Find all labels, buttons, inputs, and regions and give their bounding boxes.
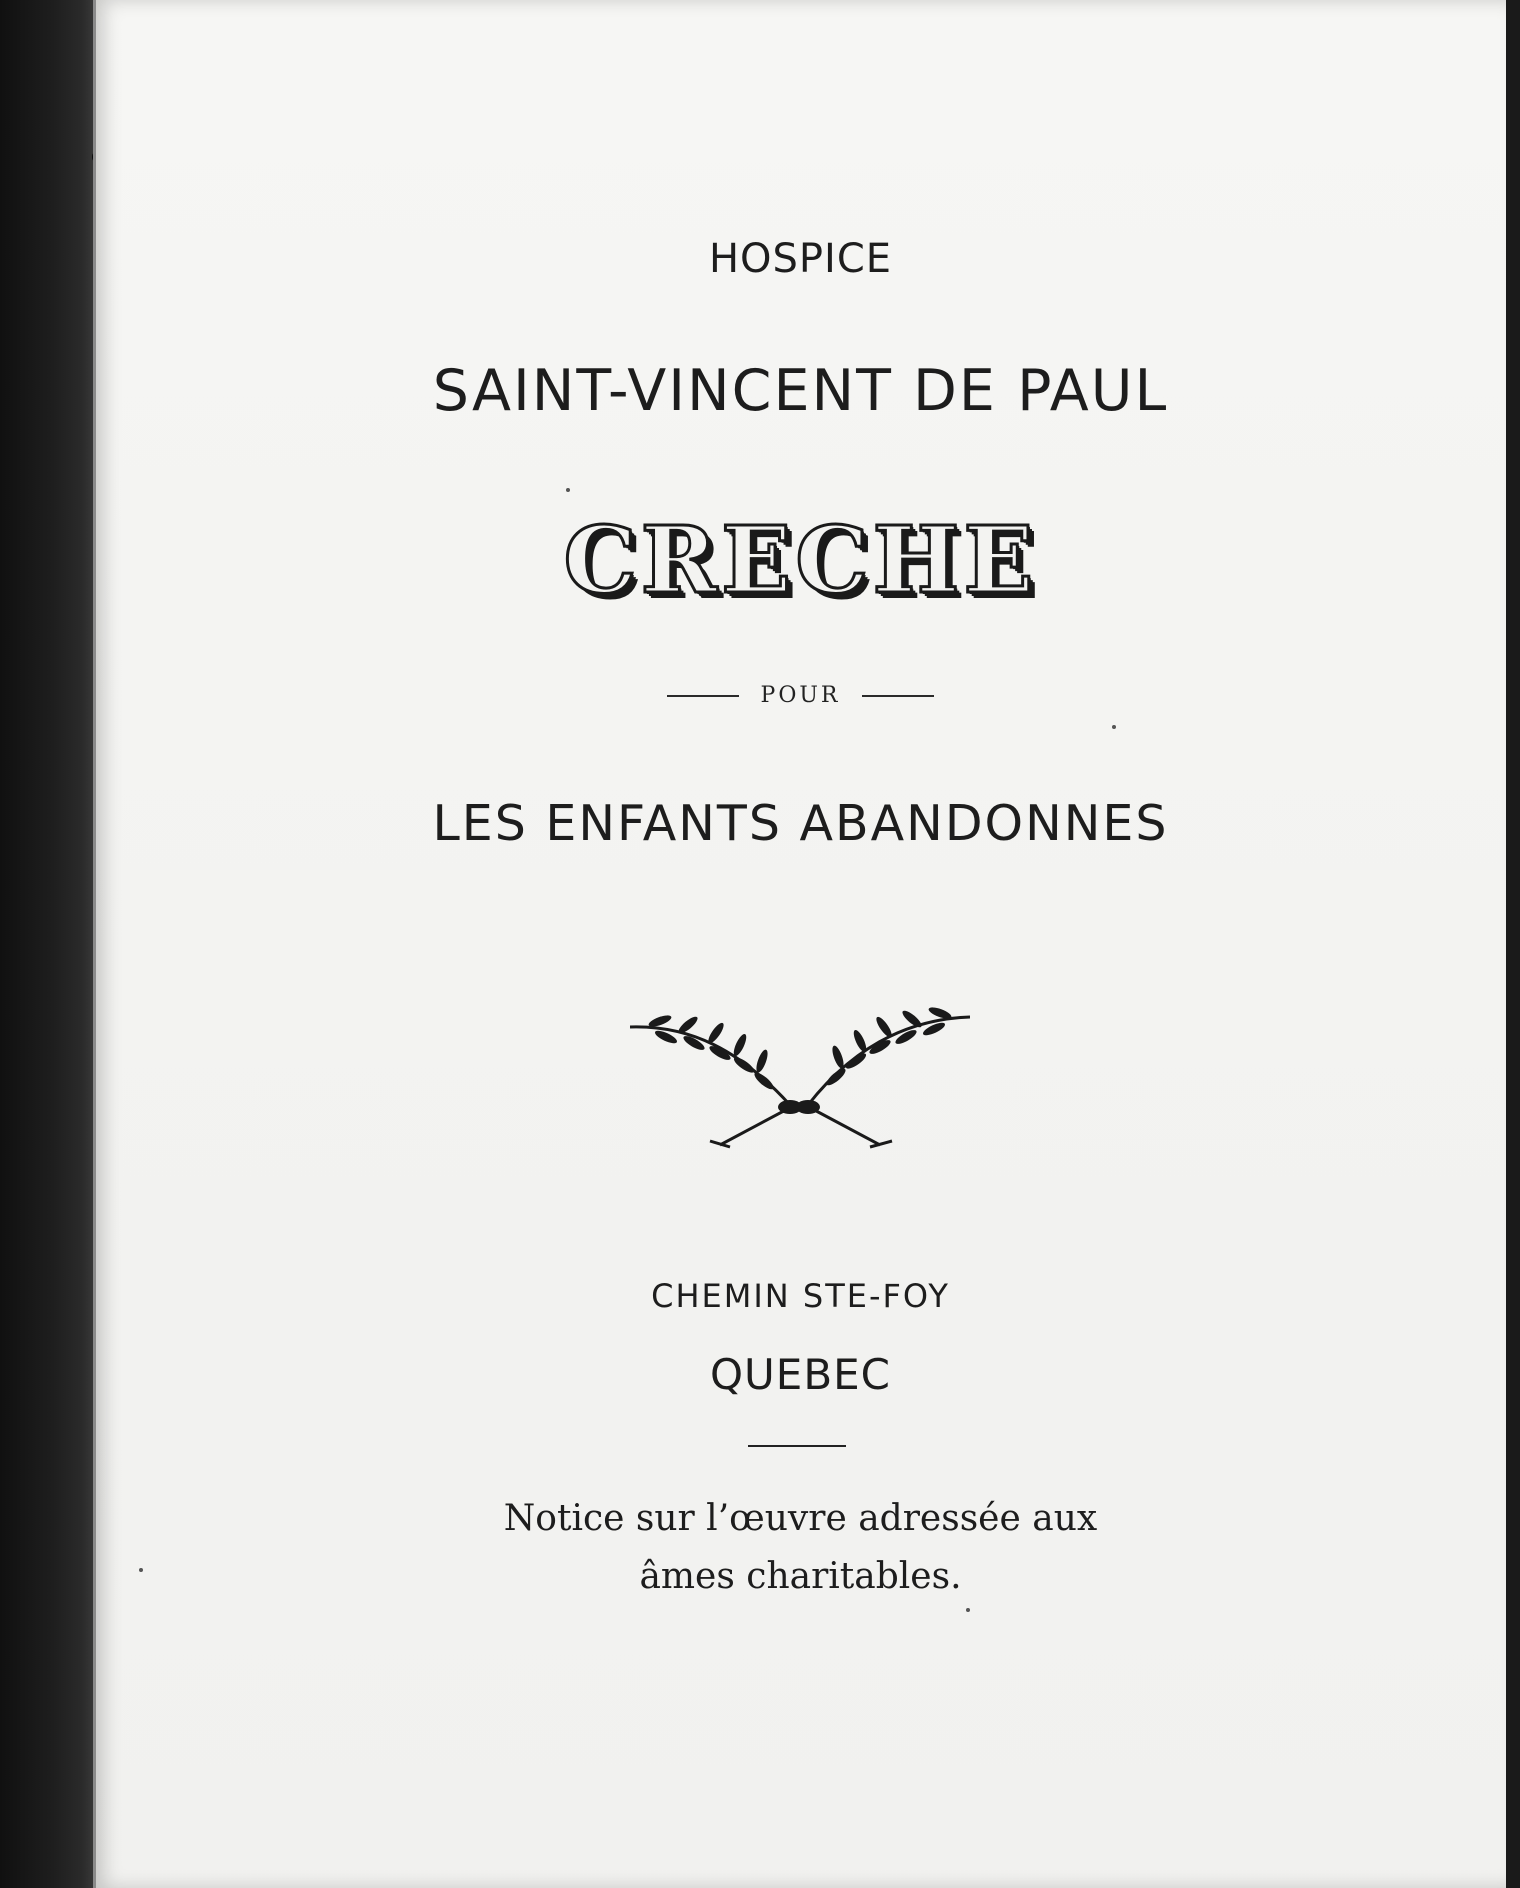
notice-text	[93, 1490, 1508, 1606]
address-street: CHEMIN STE-FOY	[651, 1277, 950, 1315]
address-city: QUEBEC	[709, 1350, 891, 1399]
paper-speck	[566, 488, 570, 492]
paper-speck	[1112, 725, 1116, 729]
connector-row	[93, 683, 1508, 708]
paper-speck	[966, 1608, 970, 1612]
page-edge	[1506, 0, 1520, 1888]
heading-institution-name: SAINT-VINCENT DE PAUL	[432, 358, 1169, 424]
divider-rule	[748, 1445, 846, 1447]
heading-subject: LES ENFANTS ABANDONNES	[432, 795, 1169, 852]
book-spine	[0, 0, 96, 1888]
dash-right	[862, 695, 934, 697]
heading-creche: CRECHE	[563, 506, 1038, 614]
notice-line-2: âmes charitables.	[639, 1556, 962, 1597]
dash-left	[667, 695, 739, 697]
notice-line-1: Notice sur l’œuvre adressée aux	[503, 1498, 1098, 1539]
connector-word: POUR	[760, 683, 841, 708]
heading-hospice: HOSPICE	[708, 236, 893, 282]
crossed-palm-branches-icon	[630, 1005, 970, 1150]
